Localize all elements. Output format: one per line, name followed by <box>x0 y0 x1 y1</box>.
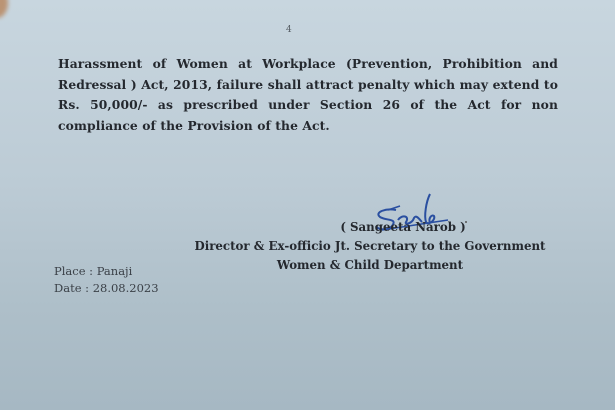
body-paragraph: Harassment of Women at Workplace (Prevention, Prohibition and Redressal ) Act, 2013, failure shall attract penalty which may extend to Rs. 50,000/- as prescribed under Section 26 of the Act for non compliance of the Provision of the Act. <box>58 56 558 133</box>
signatory-name: ( Sangeeta Narob ) <box>340 220 466 234</box>
signatory-department: Women & Child Department <box>276 258 464 272</box>
signature-block <box>170 218 570 275</box>
place-date-block <box>54 263 159 297</box>
signatory-designation: Director & Ex-officio Jt. Secretary to the Government <box>194 239 546 253</box>
date-label: Date : 28.08.2023 <box>54 281 159 295</box>
page-corner-shadow <box>0 0 8 18</box>
place-label: Place : Panaji <box>54 264 133 278</box>
page-number: 4 <box>286 25 292 35</box>
